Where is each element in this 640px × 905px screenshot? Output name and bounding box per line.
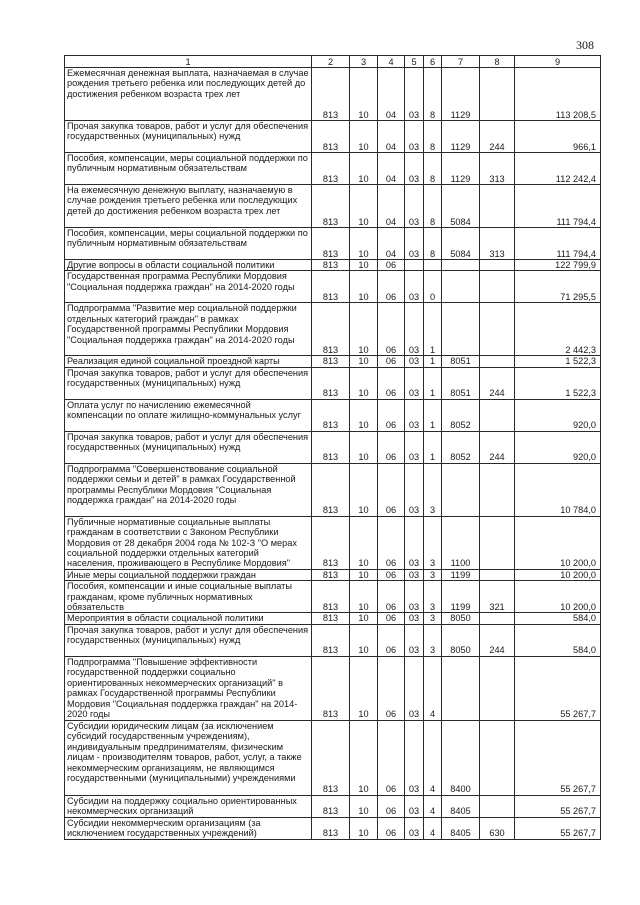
row-cell-c8 bbox=[480, 720, 515, 795]
row-cell-c4: 06 bbox=[378, 795, 405, 817]
table-row bbox=[65, 153, 601, 185]
row-cell-c4: 06 bbox=[378, 303, 405, 356]
row-cell-c4: 06 bbox=[378, 367, 405, 399]
row-cell-c5: 03 bbox=[405, 656, 424, 720]
row-cell-c9: 113 208,5 bbox=[515, 68, 601, 121]
row-name: Пособия, компенсации, меры социальной поддержки по публичным нормативным обязательствам bbox=[65, 228, 312, 260]
row-cell-c6: 8 bbox=[424, 228, 442, 260]
row-cell-c2: 813 bbox=[312, 569, 350, 580]
row-cell-c6 bbox=[424, 260, 442, 271]
row-name: Оплата услуг по начислению ежемесячной компенсации по оплате жилищно-коммунальных услуг bbox=[65, 399, 312, 431]
row-cell-c9: 2 442,3 bbox=[515, 303, 601, 356]
row-cell-c4: 06 bbox=[378, 613, 405, 624]
row-name: Реализация единой социальной проездной карты bbox=[65, 356, 312, 367]
row-cell-c9: 10 200,0 bbox=[515, 581, 601, 613]
row-cell-c5: 03 bbox=[405, 431, 424, 463]
row-name: Подпрограмма "Развитие мер социальной поддержки отдельных категорий граждан" в рамках Государственной программы Республики Мордовия "Социальная поддержка граждан" на 2014-2020 годы bbox=[65, 303, 312, 356]
row-cell-c5: 03 bbox=[405, 516, 424, 569]
row-cell-c5: 03 bbox=[405, 569, 424, 580]
row-cell-c6: 1 bbox=[424, 399, 442, 431]
row-cell-c3: 10 bbox=[350, 153, 378, 185]
row-cell-c7: 8405 bbox=[442, 795, 480, 817]
row-cell-c2: 813 bbox=[312, 356, 350, 367]
row-cell-c4: 06 bbox=[378, 431, 405, 463]
row-cell-c6: 1 bbox=[424, 356, 442, 367]
row-name: Публичные нормативные социальные выплаты гражданам в соответствии с Законом Республики Мордовия от 28 декабря 2004 года № 102-З "О мерах социальной поддержки отдельных категорий населения, проживающего в Республике Мордовия" bbox=[65, 516, 312, 569]
row-cell-c3: 10 bbox=[350, 185, 378, 228]
row-name: На ежемесячную денежную выплату, назначаемую в случае рождения третьего ребенка или последующих детей до достижения ребенком возраста трех лет bbox=[65, 185, 312, 228]
row-cell-c7: 8051 bbox=[442, 356, 480, 367]
row-name: Прочая закупка товаров, работ и услуг для обеспечения государственных (муниципальных) нужд bbox=[65, 121, 312, 153]
table-row bbox=[65, 463, 601, 516]
row-cell-c7 bbox=[442, 303, 480, 356]
row-cell-c2: 813 bbox=[312, 720, 350, 795]
row-cell-c9: 111 794,4 bbox=[515, 185, 601, 228]
row-cell-c2: 813 bbox=[312, 303, 350, 356]
row-name: Иные меры социальной поддержки граждан bbox=[65, 569, 312, 580]
row-name: Прочая закупка товаров, работ и услуг для обеспечения государственных (муниципальных) нужд bbox=[65, 624, 312, 656]
row-cell-c8: 244 bbox=[480, 121, 515, 153]
row-cell-c4: 06 bbox=[378, 624, 405, 656]
row-cell-c7: 8051 bbox=[442, 367, 480, 399]
row-cell-c8 bbox=[480, 271, 515, 303]
row-cell-c7 bbox=[442, 260, 480, 271]
row-cell-c7: 1129 bbox=[442, 121, 480, 153]
row-name: Пособия, компенсации и иные социальные выплаты гражданам, кроме публичных нормативных обязательств bbox=[65, 581, 312, 613]
row-cell-c6: 3 bbox=[424, 463, 442, 516]
row-cell-c4: 06 bbox=[378, 399, 405, 431]
table-row bbox=[65, 271, 601, 303]
row-cell-c8 bbox=[480, 303, 515, 356]
row-cell-c8 bbox=[480, 656, 515, 720]
row-cell-c9: 55 267,7 bbox=[515, 656, 601, 720]
row-cell-c3: 10 bbox=[350, 303, 378, 356]
row-cell-c5: 03 bbox=[405, 720, 424, 795]
row-cell-c9: 966,1 bbox=[515, 121, 601, 153]
row-cell-c6: 3 bbox=[424, 516, 442, 569]
row-cell-c3: 10 bbox=[350, 581, 378, 613]
row-cell-c9: 1 522,3 bbox=[515, 367, 601, 399]
row-name: Ежемесячная денежная выплата, назначаемая в случае рождения третьего ребенка или последующих детей до достижения ребенком возраста трех лет bbox=[65, 68, 312, 121]
row-cell-c5: 03 bbox=[405, 68, 424, 121]
row-cell-c8 bbox=[480, 399, 515, 431]
row-cell-c3: 10 bbox=[350, 121, 378, 153]
table-row bbox=[65, 228, 601, 260]
column-header: 4 bbox=[378, 56, 405, 68]
row-cell-c5: 03 bbox=[405, 228, 424, 260]
row-cell-c2: 813 bbox=[312, 121, 350, 153]
column-header: 2 bbox=[312, 56, 350, 68]
table-row bbox=[65, 613, 601, 624]
row-cell-c7: 8400 bbox=[442, 720, 480, 795]
row-cell-c3: 10 bbox=[350, 68, 378, 121]
row-cell-c2: 813 bbox=[312, 271, 350, 303]
row-cell-c7: 8405 bbox=[442, 817, 480, 839]
row-cell-c4: 06 bbox=[378, 817, 405, 839]
row-cell-c8 bbox=[480, 463, 515, 516]
row-cell-c4: 04 bbox=[378, 228, 405, 260]
table-row bbox=[65, 516, 601, 569]
row-cell-c8 bbox=[480, 356, 515, 367]
row-cell-c2: 813 bbox=[312, 581, 350, 613]
row-name: Другие вопросы в области социальной политики bbox=[65, 260, 312, 271]
row-cell-c7: 1100 bbox=[442, 516, 480, 569]
row-cell-c6: 8 bbox=[424, 68, 442, 121]
row-cell-c7: 5084 bbox=[442, 185, 480, 228]
row-cell-c9: 920,0 bbox=[515, 399, 601, 431]
row-cell-c3: 10 bbox=[350, 463, 378, 516]
row-cell-c5: 03 bbox=[405, 271, 424, 303]
row-cell-c2: 813 bbox=[312, 153, 350, 185]
row-cell-c8: 313 bbox=[480, 153, 515, 185]
table-row bbox=[65, 795, 601, 817]
row-cell-c6: 0 bbox=[424, 271, 442, 303]
table-row bbox=[65, 303, 601, 356]
row-name: Пособия, компенсации, меры социальной поддержки по публичным нормативным обязательствам bbox=[65, 153, 312, 185]
row-name: Субсидии некоммерческим организациям (за исключением государственных учреждений) bbox=[65, 817, 312, 839]
row-cell-c8: 244 bbox=[480, 624, 515, 656]
row-cell-c5: 03 bbox=[405, 463, 424, 516]
table-row bbox=[65, 581, 601, 613]
row-cell-c2: 813 bbox=[312, 656, 350, 720]
row-cell-c8 bbox=[480, 795, 515, 817]
row-cell-c2: 813 bbox=[312, 613, 350, 624]
row-cell-c6: 3 bbox=[424, 624, 442, 656]
row-cell-c9: 10 200,0 bbox=[515, 516, 601, 569]
row-cell-c6: 1 bbox=[424, 303, 442, 356]
row-cell-c8 bbox=[480, 613, 515, 624]
row-cell-c3: 10 bbox=[350, 795, 378, 817]
row-cell-c7: 1199 bbox=[442, 569, 480, 580]
row-cell-c9: 112 242,4 bbox=[515, 153, 601, 185]
row-cell-c2: 813 bbox=[312, 624, 350, 656]
row-cell-c5: 03 bbox=[405, 303, 424, 356]
table-row bbox=[65, 260, 601, 271]
row-name: Прочая закупка товаров, работ и услуг для обеспечения государственных (муниципальных) нужд bbox=[65, 367, 312, 399]
row-cell-c5: 03 bbox=[405, 121, 424, 153]
row-cell-c3: 10 bbox=[350, 367, 378, 399]
row-cell-c3: 10 bbox=[350, 624, 378, 656]
table-row bbox=[65, 656, 601, 720]
row-cell-c2: 813 bbox=[312, 817, 350, 839]
row-cell-c5: 03 bbox=[405, 399, 424, 431]
row-cell-c2: 813 bbox=[312, 516, 350, 569]
column-header: 8 bbox=[480, 56, 515, 68]
row-cell-c5: 03 bbox=[405, 795, 424, 817]
row-cell-c6: 4 bbox=[424, 656, 442, 720]
row-cell-c6: 8 bbox=[424, 185, 442, 228]
row-cell-c6: 3 bbox=[424, 613, 442, 624]
row-cell-c2: 813 bbox=[312, 431, 350, 463]
row-cell-c9: 111 794,4 bbox=[515, 228, 601, 260]
row-cell-c3: 10 bbox=[350, 613, 378, 624]
row-cell-c9: 584,0 bbox=[515, 613, 601, 624]
row-cell-c9: 920,0 bbox=[515, 431, 601, 463]
column-header: 5 bbox=[405, 56, 424, 68]
row-cell-c8: 244 bbox=[480, 431, 515, 463]
row-name: Подпрограмма "Совершенствование социальной поддержки семьи и детей" в рамках Государственной программы Республики Мордовия "Социальная поддержка граждан" на 2014-2020 годы bbox=[65, 463, 312, 516]
row-cell-c6: 4 bbox=[424, 795, 442, 817]
row-cell-c2: 813 bbox=[312, 367, 350, 399]
row-cell-c3: 10 bbox=[350, 569, 378, 580]
row-cell-c2: 813 bbox=[312, 260, 350, 271]
row-cell-c7 bbox=[442, 271, 480, 303]
row-cell-c5: 03 bbox=[405, 356, 424, 367]
row-name: Субсидии на поддержку социально ориентированных некоммерческих организаций bbox=[65, 795, 312, 817]
row-cell-c5: 03 bbox=[405, 817, 424, 839]
row-cell-c6: 1 bbox=[424, 431, 442, 463]
row-cell-c3: 10 bbox=[350, 516, 378, 569]
row-cell-c4: 04 bbox=[378, 185, 405, 228]
row-cell-c9: 55 267,7 bbox=[515, 720, 601, 795]
row-cell-c3: 10 bbox=[350, 399, 378, 431]
row-cell-c2: 813 bbox=[312, 228, 350, 260]
row-cell-c3: 10 bbox=[350, 228, 378, 260]
row-name: Подпрограмма "Повышение эффективности государственной поддержки социально ориентированных некоммерческих организаций" в рамках Государственной программы Республики Мордовия "Социальная поддержка граждан" на 2014-2020 годы bbox=[65, 656, 312, 720]
row-cell-c6: 4 bbox=[424, 720, 442, 795]
row-cell-c7: 8052 bbox=[442, 399, 480, 431]
row-cell-c7: 1129 bbox=[442, 68, 480, 121]
row-cell-c8 bbox=[480, 68, 515, 121]
row-cell-c8 bbox=[480, 260, 515, 271]
row-cell-c7: 8050 bbox=[442, 613, 480, 624]
row-cell-c9: 55 267,7 bbox=[515, 795, 601, 817]
row-cell-c9: 10 784,0 bbox=[515, 463, 601, 516]
row-cell-c6: 1 bbox=[424, 367, 442, 399]
row-cell-c9: 55 267,7 bbox=[515, 817, 601, 839]
row-cell-c8: 244 bbox=[480, 367, 515, 399]
row-name: Государственная программа Республики Мордовия "Социальная поддержка граждан" на 2014-2020 годы bbox=[65, 271, 312, 303]
row-cell-c3: 10 bbox=[350, 356, 378, 367]
table-row bbox=[65, 720, 601, 795]
column-header: 7 bbox=[442, 56, 480, 68]
row-cell-c5: 03 bbox=[405, 613, 424, 624]
row-cell-c4: 04 bbox=[378, 153, 405, 185]
column-header: 3 bbox=[350, 56, 378, 68]
page-number: 308 bbox=[576, 38, 594, 52]
table-row bbox=[65, 399, 601, 431]
row-cell-c5: 03 bbox=[405, 624, 424, 656]
row-cell-c6: 3 bbox=[424, 569, 442, 580]
row-cell-c4: 06 bbox=[378, 656, 405, 720]
table-row bbox=[65, 367, 601, 399]
row-cell-c7: 1129 bbox=[442, 153, 480, 185]
table-body bbox=[65, 68, 601, 840]
row-cell-c5: 03 bbox=[405, 367, 424, 399]
row-cell-c4: 06 bbox=[378, 271, 405, 303]
row-cell-c9: 1 522,3 bbox=[515, 356, 601, 367]
row-cell-c3: 10 bbox=[350, 271, 378, 303]
row-cell-c8 bbox=[480, 569, 515, 580]
row-cell-c3: 10 bbox=[350, 720, 378, 795]
row-cell-c8 bbox=[480, 516, 515, 569]
row-cell-c3: 10 bbox=[350, 431, 378, 463]
row-cell-c7: 5084 bbox=[442, 228, 480, 260]
row-cell-c7 bbox=[442, 656, 480, 720]
row-cell-c4: 06 bbox=[378, 463, 405, 516]
row-cell-c4: 06 bbox=[378, 516, 405, 569]
row-cell-c2: 813 bbox=[312, 463, 350, 516]
row-cell-c4: 06 bbox=[378, 581, 405, 613]
row-cell-c8: 630 bbox=[480, 817, 515, 839]
row-cell-c4: 06 bbox=[378, 720, 405, 795]
row-cell-c4: 06 bbox=[378, 569, 405, 580]
row-cell-c2: 813 bbox=[312, 185, 350, 228]
column-header: 9 bbox=[515, 56, 601, 68]
column-header: 6 bbox=[424, 56, 442, 68]
table-header-row bbox=[65, 56, 601, 68]
row-cell-c4: 04 bbox=[378, 121, 405, 153]
table-row bbox=[65, 68, 601, 121]
row-cell-c5: 03 bbox=[405, 581, 424, 613]
row-cell-c3: 10 bbox=[350, 260, 378, 271]
row-cell-c5: 03 bbox=[405, 153, 424, 185]
row-cell-c4: 06 bbox=[378, 356, 405, 367]
column-header: 1 bbox=[65, 56, 312, 68]
row-cell-c8: 321 bbox=[480, 581, 515, 613]
row-cell-c4: 04 bbox=[378, 68, 405, 121]
table-row bbox=[65, 121, 601, 153]
row-cell-c9: 71 295,5 bbox=[515, 271, 601, 303]
row-name: Мероприятия в области социальной политики bbox=[65, 613, 312, 624]
budget-table bbox=[64, 55, 601, 840]
row-cell-c8: 313 bbox=[480, 228, 515, 260]
row-cell-c3: 10 bbox=[350, 656, 378, 720]
table-row bbox=[65, 431, 601, 463]
row-cell-c7: 8052 bbox=[442, 431, 480, 463]
row-cell-c2: 813 bbox=[312, 68, 350, 121]
row-cell-c8 bbox=[480, 185, 515, 228]
table-row bbox=[65, 624, 601, 656]
row-cell-c4: 06 bbox=[378, 260, 405, 271]
table-row bbox=[65, 569, 601, 580]
row-name: Прочая закупка товаров, работ и услуг для обеспечения государственных (муниципальных) нужд bbox=[65, 431, 312, 463]
row-cell-c7 bbox=[442, 463, 480, 516]
row-cell-c9: 10 200,0 bbox=[515, 569, 601, 580]
row-cell-c3: 10 bbox=[350, 817, 378, 839]
row-cell-c6: 8 bbox=[424, 121, 442, 153]
table-row bbox=[65, 817, 601, 839]
table-row bbox=[65, 356, 601, 367]
row-cell-c7: 1199 bbox=[442, 581, 480, 613]
row-cell-c7: 8050 bbox=[442, 624, 480, 656]
row-cell-c9: 122 799,9 bbox=[515, 260, 601, 271]
row-cell-c6: 8 bbox=[424, 153, 442, 185]
row-cell-c2: 813 bbox=[312, 795, 350, 817]
row-cell-c9: 584,0 bbox=[515, 624, 601, 656]
row-cell-c6: 4 bbox=[424, 817, 442, 839]
row-name: Субсидии юридическим лицам (за исключением субсидий государственным учреждениям), индивидуальным предпринимателям, физическим лицам - производителям товаров, работ, услуг, а также некоммерческим организациям, не являющимся государственными (муниципальными) учреждениями bbox=[65, 720, 312, 795]
row-cell-c5: 03 bbox=[405, 185, 424, 228]
table-row bbox=[65, 185, 601, 228]
row-cell-c2: 813 bbox=[312, 399, 350, 431]
row-cell-c5 bbox=[405, 260, 424, 271]
row-cell-c6: 3 bbox=[424, 581, 442, 613]
